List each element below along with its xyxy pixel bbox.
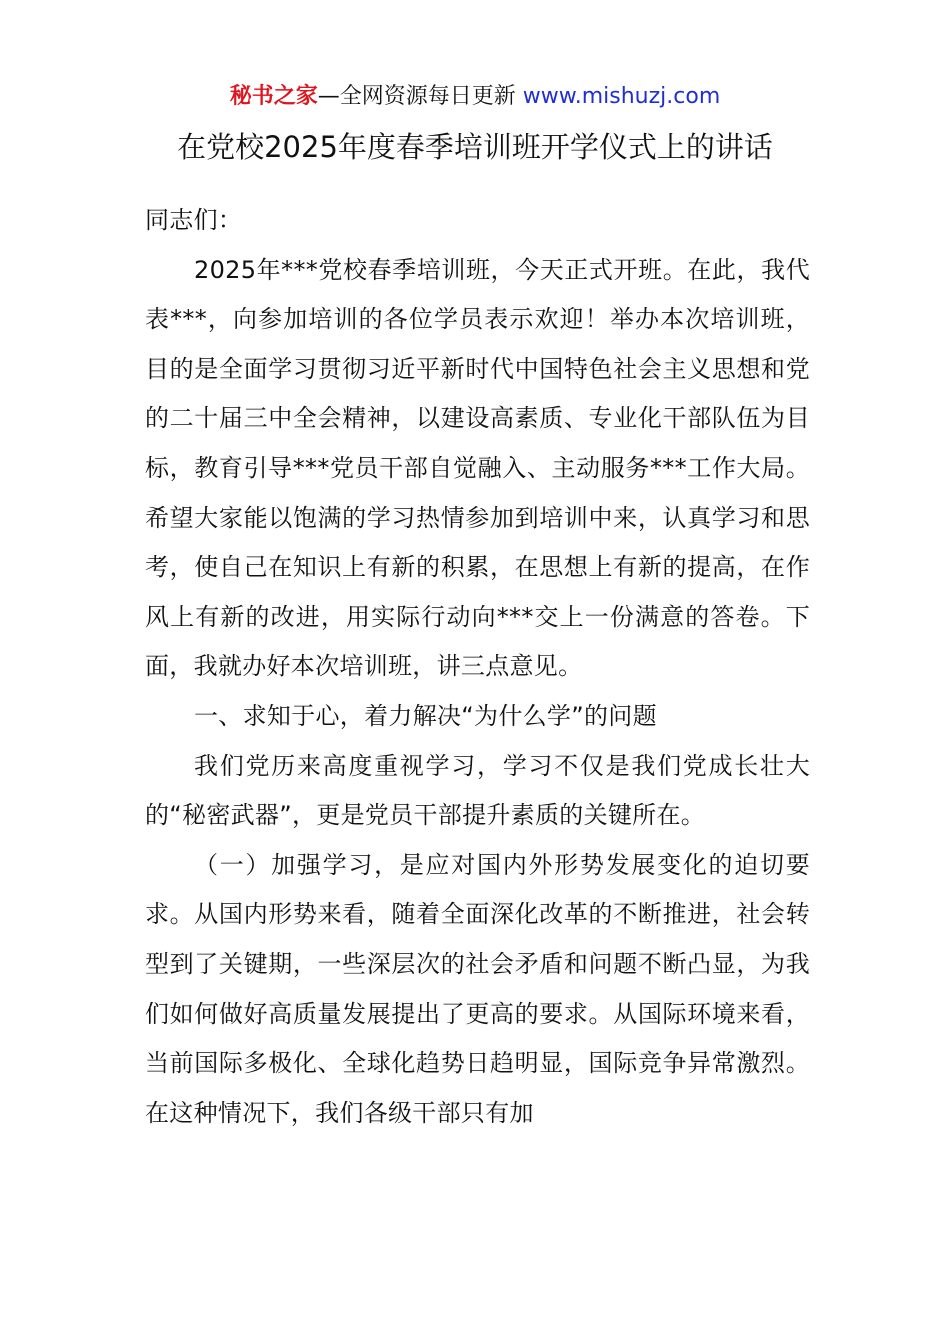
salutation: 同志们：	[145, 206, 243, 234]
paragraph-section-intro: 我们党历来高度重视学习，学习不仅是我们党成长壮大的“秘密武器”，更是党员干部提升素质的关键所在。	[145, 751, 810, 830]
document-title: 在党校2025年度春季培训班开学仪式上的讲话	[177, 130, 773, 164]
site-tagline: —全网资源每日更新	[317, 84, 523, 109]
paragraph-subsection-1: （一）加强学习，是应对国内外形势发展变化的迫切要求。从国内形势来看，随着全面深化改革的不断推进，社会转型到了关键期，一些深层次的社会矛盾和问题不断凸显，为我们如何做好高质量发展提出了更高的要求。从国际环境来看，当前国际多极化、全球化趋势日趋明显，国际竞争异常激烈。在这种情况下，我们各级干部只有加	[145, 850, 810, 1127]
document-body	[145, 196, 810, 1138]
section-heading-1: 一、求知于心，着力解决“为什么学”的问题	[194, 701, 657, 730]
site-url-link[interactable]: www.mishuzj.com	[522, 84, 721, 109]
site-header	[0, 80, 950, 114]
site-name: 秘书之家	[229, 84, 318, 109]
paragraph-opening: 2025年***党校春季培训班，今天正式开班。在此，我代表***，向参加培训的各位学员表示欢迎！举办本次培训班，目的是全面学习贯彻习近平新时代中国特色社会主义思想和党的二十届三中全会精神，以建设高素质、专业化干部队伍为目标，教育引导***党员干部自觉融入、主动服务***工作大局。希望大家能以饱满的学习热情参加到培训中来，认真学习和思考，使自己在知识上有新的积累，在思想上有新的提高，在作风上有新的改进，用实际行动向***交上一份满意的答卷。下面，我就办好本次培训班，讲三点意见。	[145, 255, 810, 681]
